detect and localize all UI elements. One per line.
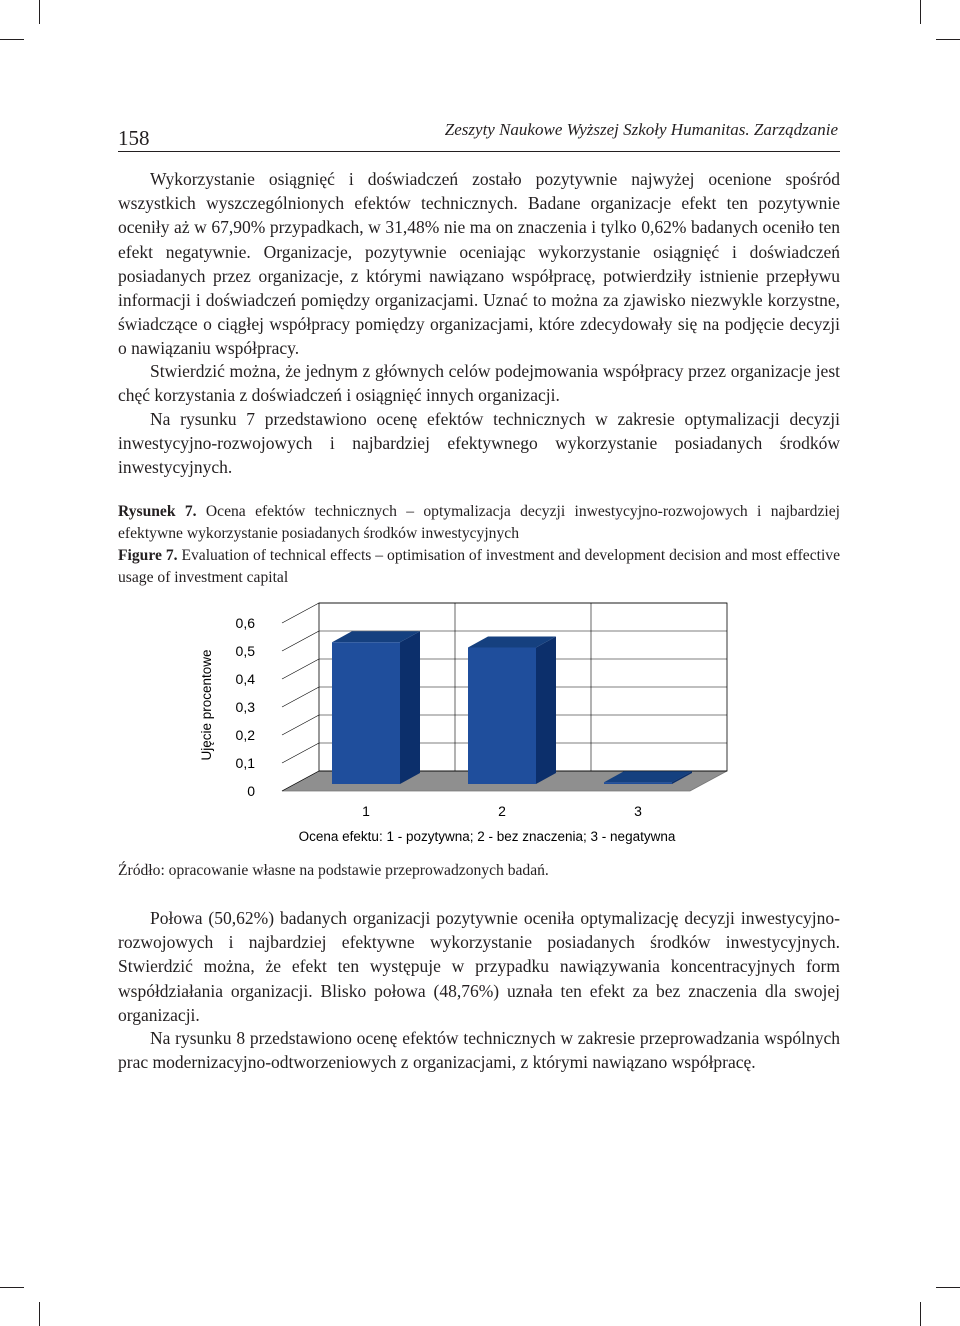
crop-mark <box>936 1287 960 1288</box>
crop-mark <box>39 0 40 24</box>
gridline-depth <box>282 715 319 735</box>
y-tick-label: 0,1 <box>235 755 255 771</box>
body-paragraph-text: Na rysunku 8 przedstawiono ocenę efektów technicznych w zakresie przeprowadzania wspólnych prac modernizacyjno-odtworzeniowych z organizacjami, z którymi nawiązano współpracę. <box>118 1028 840 1073</box>
x-tick-label: 1 <box>362 803 370 819</box>
figure-caption-text: Evaluation of technical effects – optimisation of investment and development decision and most effective usage of investment capital <box>118 547 840 586</box>
crop-mark <box>920 1302 921 1326</box>
page-number: 158 <box>118 126 150 150</box>
figure-label: Rysunek 7. <box>118 503 197 520</box>
figure-caption-text: Ocena efektów technicznych – optymalizacja decyzji inwestycyjno-rozwojowych i najbardziej efektywne wykorzystanie posiadanych środków inwestycyjnych <box>118 503 840 542</box>
gridline-depth <box>282 659 319 679</box>
figure-source: Źródło: opracowanie własne na podstawie przeprowadzonych badań. <box>118 862 549 879</box>
body-paragraph-text: Stwierdzić można, że jednym z głównych celów podejmowania współpracy przez organizacje jest chęć korzystania z doświadczeń i osiągnięć innych organizacji. <box>118 361 840 406</box>
x-tick-label: 3 <box>634 803 642 819</box>
gridline-depth <box>282 631 319 651</box>
body-paragraph <box>118 906 840 1027</box>
body-paragraph-text: Wykorzystanie osiągnięć i doświadczeń zostało pozytywnie najwyżej ocenione spośród wszystkich wyszczególnionych efektów technicznych. Badane organizacje efekt ten pozytywnie oceniły aż w 67,90% przypadkach, w 31,48% nie ma on znaczenia i tylko 0,62% badanych oceniło ten efekt negatywnie. Organizacje, pozytywnie oceniając wykorzystanie osiągnięć i doświadczeń posiadanych przez organizacje, z którymi nawiązano współpracę, potwierdziły istnienie przepływu informacji i doświadczeń pomiędzy organizacjami. Uznać to można za zjawisko niezwykle korzystne, świadczące o ciągłej współpracy pomiędzy organizacjami, które zdecydowały się na podjęcie decyzji o nawiązaniu współpracy. <box>118 169 840 359</box>
x-axis-label: Ocena efektu: 1 - pozytywna; 2 - bez znaczenia; 3 - negatywna <box>298 829 676 844</box>
body-paragraph-text: Na rysunku 7 przedstawiono ocenę efektów technicznych w zakresie optymalizacji decyzji inwestycyjno-rozwojowych i najbardziej efektywnego wykorzystanie posiadanych środków inwestycyjnych. <box>118 409 840 478</box>
bar-2 <box>468 636 556 784</box>
crop-mark <box>920 0 921 24</box>
bar-1 <box>332 631 420 784</box>
y-tick-label: 0,2 <box>235 727 255 743</box>
y-tick-label: 0,4 <box>235 671 255 687</box>
bar-front <box>332 642 400 784</box>
body-paragraph <box>118 167 840 361</box>
y-tick-label: 0 <box>247 783 255 799</box>
gridline-depth <box>282 603 319 623</box>
y-tick-label: 0,5 <box>235 643 255 659</box>
body-paragraph <box>118 359 840 407</box>
body-paragraph <box>118 1026 840 1074</box>
bar-side <box>536 636 556 784</box>
bar-front <box>468 647 536 784</box>
y-tick-label: 0,3 <box>235 699 255 715</box>
figure-label: Figure 7. <box>118 547 178 564</box>
crop-mark <box>0 39 24 40</box>
running-title: Zeszyty Naukowe Wyższej Szkoły Humanitas. Zarządzanie <box>444 120 838 139</box>
gridline-depth <box>282 743 319 763</box>
crop-mark <box>936 39 960 40</box>
crop-mark <box>39 1302 40 1326</box>
figure-caption-pl <box>118 501 840 545</box>
figure-caption-en <box>118 545 840 589</box>
bar-front <box>604 782 672 784</box>
header-rule <box>118 151 840 152</box>
body-paragraph-text: Połowa (50,62%) badanych organizacji pozytywnie oceniła optymalizację decyzji inwestycyjno-rozwojowych i najbardziej efektywne wykorzystanie posiadanych środków inwestycyjnych. Stwierdzić można, że efekt ten występuje w przypadku nawiązywania koncentracyjnych form współdziałania organizacji. Blisko połowa (48,76%) uznała ten efekt za bez znaczenia dla swojej organizacji. <box>118 908 840 1025</box>
crop-mark <box>0 1287 24 1288</box>
y-axis-label: Ujęcie procentowe <box>199 649 214 761</box>
body-paragraph <box>118 407 840 480</box>
y-tick-label: 0,6 <box>235 615 255 631</box>
gridline-depth <box>282 687 319 707</box>
bar-side <box>400 631 420 784</box>
bar-chart <box>185 595 745 855</box>
x-tick-label: 2 <box>498 803 506 819</box>
